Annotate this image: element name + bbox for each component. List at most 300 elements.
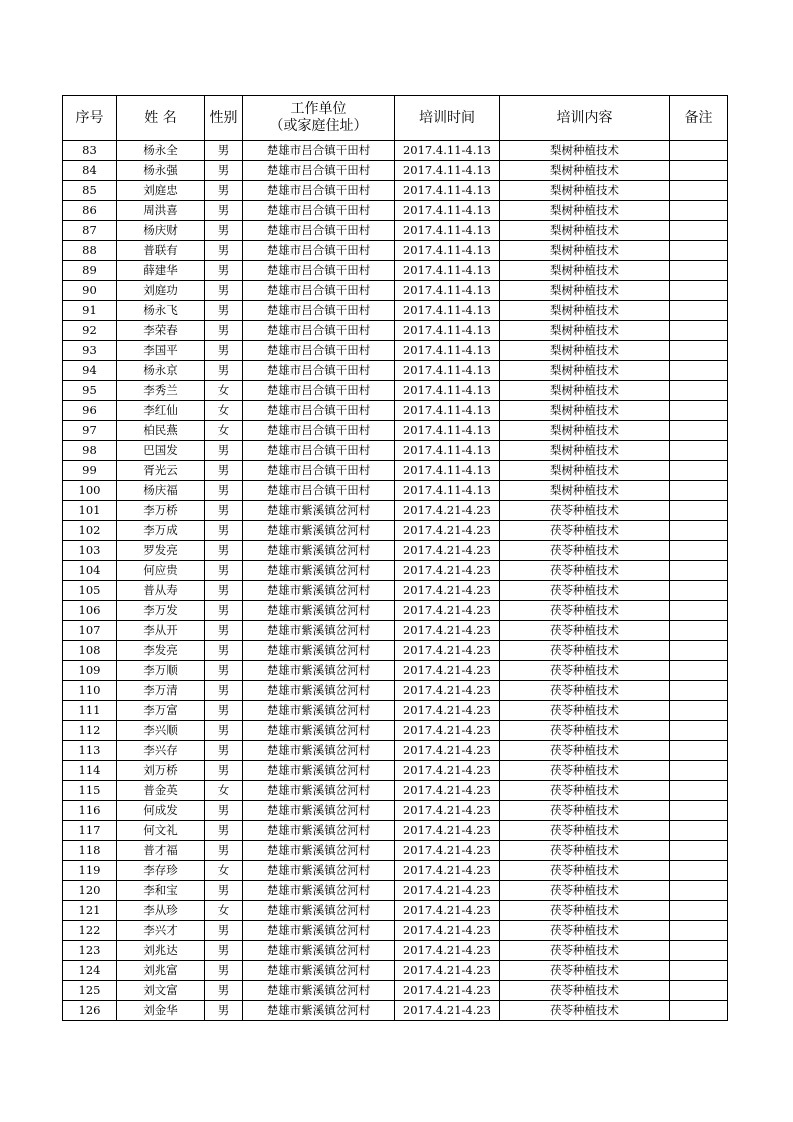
- cell-date: 2017.4.21-4.23: [395, 741, 500, 761]
- cell-remark: [670, 421, 728, 441]
- cell-gender: 男: [205, 661, 243, 681]
- cell-content: 茯苓种植技术: [500, 721, 670, 741]
- cell-date: 2017.4.21-4.23: [395, 681, 500, 701]
- table-row: [63, 801, 728, 821]
- cell-name: 薛建华: [117, 261, 205, 281]
- cell-gender: 男: [205, 361, 243, 381]
- cell-seq: 124: [63, 961, 117, 981]
- cell-gender: 男: [205, 981, 243, 1001]
- cell-name: 普从寿: [117, 581, 205, 601]
- table-row: [63, 161, 728, 181]
- cell-name: 周洪喜: [117, 201, 205, 221]
- cell-gender: 女: [205, 401, 243, 421]
- cell-unit: 楚雄市紫溪镇岔河村: [243, 721, 395, 741]
- table-row: [63, 961, 728, 981]
- cell-content: 茯苓种植技术: [500, 821, 670, 841]
- table-row: [63, 841, 728, 861]
- cell-content: 茯苓种植技术: [500, 861, 670, 881]
- cell-date: 2017.4.21-4.23: [395, 821, 500, 841]
- cell-gender: 男: [205, 181, 243, 201]
- cell-remark: [670, 521, 728, 541]
- cell-name: 李存珍: [117, 861, 205, 881]
- table-row: [63, 1001, 728, 1021]
- cell-date: 2017.4.21-4.23: [395, 501, 500, 521]
- cell-seq: 93: [63, 341, 117, 361]
- table-row: [63, 381, 728, 401]
- cell-unit: 楚雄市紫溪镇岔河村: [243, 701, 395, 721]
- cell-content: 梨树种植技术: [500, 181, 670, 201]
- cell-date: 2017.4.11-4.13: [395, 221, 500, 241]
- table-row: [63, 621, 728, 641]
- cell-content: 茯苓种植技术: [500, 561, 670, 581]
- cell-name: 刘兆富: [117, 961, 205, 981]
- table-row: [63, 201, 728, 221]
- cell-name: 普才福: [117, 841, 205, 861]
- cell-date: 2017.4.11-4.13: [395, 201, 500, 221]
- cell-content: 梨树种植技术: [500, 401, 670, 421]
- cell-remark: [670, 401, 728, 421]
- cell-gender: 男: [205, 741, 243, 761]
- cell-unit: 楚雄市吕合镇干田村: [243, 361, 395, 381]
- cell-remark: [670, 681, 728, 701]
- cell-remark: [670, 241, 728, 261]
- cell-unit: 楚雄市紫溪镇岔河村: [243, 501, 395, 521]
- cell-seq: 122: [63, 921, 117, 941]
- cell-seq: 87: [63, 221, 117, 241]
- cell-seq: 116: [63, 801, 117, 821]
- cell-name: 李万成: [117, 521, 205, 541]
- cell-name: 李兴才: [117, 921, 205, 941]
- cell-seq: 104: [63, 561, 117, 581]
- cell-seq: 83: [63, 141, 117, 161]
- cell-content: 梨树种植技术: [500, 161, 670, 181]
- cell-gender: 男: [205, 141, 243, 161]
- table-row: [63, 981, 728, 1001]
- cell-date: 2017.4.11-4.13: [395, 401, 500, 421]
- cell-content: 梨树种植技术: [500, 441, 670, 461]
- cell-seq: 91: [63, 301, 117, 321]
- cell-remark: [670, 221, 728, 241]
- cell-content: 梨树种植技术: [500, 341, 670, 361]
- cell-remark: [670, 821, 728, 841]
- cell-date: 2017.4.21-4.23: [395, 641, 500, 661]
- cell-name: 杨永强: [117, 161, 205, 181]
- cell-seq: 106: [63, 601, 117, 621]
- header-seq: 序号: [63, 96, 117, 141]
- cell-name: 胥光云: [117, 461, 205, 481]
- cell-content: 茯苓种植技术: [500, 1001, 670, 1021]
- cell-date: 2017.4.21-4.23: [395, 861, 500, 881]
- cell-remark: [670, 901, 728, 921]
- table-row: [63, 541, 728, 561]
- cell-name: 刘文富: [117, 981, 205, 1001]
- cell-content: 茯苓种植技术: [500, 741, 670, 761]
- cell-seq: 89: [63, 261, 117, 281]
- cell-seq: 115: [63, 781, 117, 801]
- cell-unit: 楚雄市紫溪镇岔河村: [243, 841, 395, 861]
- table-row: [63, 181, 728, 201]
- cell-unit: 楚雄市吕合镇干田村: [243, 201, 395, 221]
- cell-name: 李从珍: [117, 901, 205, 921]
- cell-name: 刘庭功: [117, 281, 205, 301]
- cell-remark: [670, 841, 728, 861]
- cell-unit: 楚雄市吕合镇干田村: [243, 401, 395, 421]
- table-row: [63, 781, 728, 801]
- cell-remark: [670, 641, 728, 661]
- cell-name: 杨永飞: [117, 301, 205, 321]
- table-row: [63, 601, 728, 621]
- cell-seq: 96: [63, 401, 117, 421]
- cell-content: 茯苓种植技术: [500, 841, 670, 861]
- cell-unit: 楚雄市吕合镇干田村: [243, 421, 395, 441]
- cell-remark: [670, 921, 728, 941]
- cell-seq: 126: [63, 1001, 117, 1021]
- cell-gender: 男: [205, 281, 243, 301]
- cell-remark: [670, 281, 728, 301]
- cell-content: 梨树种植技术: [500, 221, 670, 241]
- cell-remark: [670, 321, 728, 341]
- cell-gender: 男: [205, 601, 243, 621]
- cell-name: 李兴存: [117, 741, 205, 761]
- cell-remark: [670, 461, 728, 481]
- cell-gender: 男: [205, 241, 243, 261]
- cell-gender: 男: [205, 961, 243, 981]
- cell-gender: 男: [205, 441, 243, 461]
- cell-unit: 楚雄市紫溪镇岔河村: [243, 781, 395, 801]
- cell-unit: 楚雄市吕合镇干田村: [243, 141, 395, 161]
- cell-name: 何成发: [117, 801, 205, 821]
- cell-date: 2017.4.11-4.13: [395, 301, 500, 321]
- header-unit-line2: （或家庭住址）: [269, 118, 368, 134]
- cell-unit: 楚雄市紫溪镇岔河村: [243, 821, 395, 841]
- cell-gender: 男: [205, 841, 243, 861]
- cell-date: 2017.4.21-4.23: [395, 761, 500, 781]
- table-row: [63, 901, 728, 921]
- cell-date: 2017.4.21-4.23: [395, 521, 500, 541]
- cell-gender: 男: [205, 481, 243, 501]
- cell-unit: 楚雄市吕合镇干田村: [243, 221, 395, 241]
- cell-date: 2017.4.21-4.23: [395, 621, 500, 641]
- cell-name: 杨永全: [117, 141, 205, 161]
- cell-unit: 楚雄市紫溪镇岔河村: [243, 921, 395, 941]
- cell-gender: 男: [205, 201, 243, 221]
- cell-remark: [670, 801, 728, 821]
- cell-content: 茯苓种植技术: [500, 641, 670, 661]
- cell-seq: 85: [63, 181, 117, 201]
- table-body: [63, 141, 728, 1021]
- cell-gender: 男: [205, 921, 243, 941]
- cell-unit: 楚雄市紫溪镇岔河村: [243, 661, 395, 681]
- cell-unit: 楚雄市吕合镇干田村: [243, 241, 395, 261]
- cell-seq: 114: [63, 761, 117, 781]
- table-row: [63, 141, 728, 161]
- cell-gender: 男: [205, 301, 243, 321]
- cell-remark: [670, 181, 728, 201]
- cell-date: 2017.4.21-4.23: [395, 881, 500, 901]
- cell-content: 梨树种植技术: [500, 481, 670, 501]
- cell-name: 杨庆福: [117, 481, 205, 501]
- cell-content: 梨树种植技术: [500, 421, 670, 441]
- cell-seq: 111: [63, 701, 117, 721]
- cell-seq: 125: [63, 981, 117, 1001]
- table-row: [63, 681, 728, 701]
- cell-content: 梨树种植技术: [500, 361, 670, 381]
- cell-name: 李和宝: [117, 881, 205, 901]
- cell-content: 茯苓种植技术: [500, 681, 670, 701]
- cell-remark: [670, 661, 728, 681]
- cell-date: 2017.4.11-4.13: [395, 241, 500, 261]
- header-date: 培训时间: [395, 96, 500, 141]
- cell-name: 刘金华: [117, 1001, 205, 1021]
- cell-unit: 楚雄市吕合镇干田村: [243, 281, 395, 301]
- table-row: [63, 281, 728, 301]
- cell-unit: 楚雄市紫溪镇岔河村: [243, 681, 395, 701]
- cell-unit: 楚雄市紫溪镇岔河村: [243, 641, 395, 661]
- cell-gender: 男: [205, 701, 243, 721]
- cell-name: 刘庭忠: [117, 181, 205, 201]
- cell-name: 李秀兰: [117, 381, 205, 401]
- cell-unit: 楚雄市紫溪镇岔河村: [243, 581, 395, 601]
- cell-seq: 99: [63, 461, 117, 481]
- cell-unit: 楚雄市紫溪镇岔河村: [243, 741, 395, 761]
- cell-date: 2017.4.21-4.23: [395, 581, 500, 601]
- cell-name: 杨庆财: [117, 221, 205, 241]
- table-row: [63, 261, 728, 281]
- cell-unit: 楚雄市紫溪镇岔河村: [243, 901, 395, 921]
- table-row: [63, 321, 728, 341]
- table-row: [63, 881, 728, 901]
- cell-seq: 90: [63, 281, 117, 301]
- cell-unit: 楚雄市紫溪镇岔河村: [243, 801, 395, 821]
- cell-date: 2017.4.11-4.13: [395, 141, 500, 161]
- cell-gender: 男: [205, 541, 243, 561]
- cell-content: 梨树种植技术: [500, 301, 670, 321]
- cell-unit: 楚雄市紫溪镇岔河村: [243, 561, 395, 581]
- cell-seq: 101: [63, 501, 117, 521]
- cell-name: 罗发亮: [117, 541, 205, 561]
- cell-gender: 男: [205, 461, 243, 481]
- cell-gender: 男: [205, 501, 243, 521]
- cell-seq: 100: [63, 481, 117, 501]
- cell-seq: 121: [63, 901, 117, 921]
- cell-unit: 楚雄市吕合镇干田村: [243, 341, 395, 361]
- cell-date: 2017.4.11-4.13: [395, 341, 500, 361]
- cell-unit: 楚雄市吕合镇干田村: [243, 181, 395, 201]
- cell-name: 李万富: [117, 701, 205, 721]
- cell-name: 刘兆达: [117, 941, 205, 961]
- cell-gender: 男: [205, 641, 243, 661]
- cell-date: 2017.4.11-4.13: [395, 181, 500, 201]
- cell-gender: 男: [205, 821, 243, 841]
- cell-date: 2017.4.11-4.13: [395, 421, 500, 441]
- cell-seq: 98: [63, 441, 117, 461]
- cell-gender: 男: [205, 161, 243, 181]
- cell-seq: 110: [63, 681, 117, 701]
- cell-seq: 119: [63, 861, 117, 881]
- cell-date: 2017.4.21-4.23: [395, 541, 500, 561]
- table-row: [63, 821, 728, 841]
- cell-remark: [670, 601, 728, 621]
- cell-name: 普联有: [117, 241, 205, 261]
- cell-gender: 男: [205, 341, 243, 361]
- cell-content: 梨树种植技术: [500, 281, 670, 301]
- table-row: [63, 481, 728, 501]
- cell-content: 茯苓种植技术: [500, 981, 670, 1001]
- table-row: [63, 861, 728, 881]
- cell-unit: 楚雄市紫溪镇岔河村: [243, 941, 395, 961]
- table-row: [63, 561, 728, 581]
- table-row: [63, 721, 728, 741]
- cell-date: 2017.4.21-4.23: [395, 961, 500, 981]
- cell-gender: 男: [205, 561, 243, 581]
- cell-seq: 108: [63, 641, 117, 661]
- cell-unit: 楚雄市紫溪镇岔河村: [243, 961, 395, 981]
- cell-remark: [670, 361, 728, 381]
- header-name: 姓 名: [117, 96, 205, 141]
- cell-remark: [670, 141, 728, 161]
- cell-unit: 楚雄市紫溪镇岔河村: [243, 761, 395, 781]
- cell-remark: [670, 301, 728, 321]
- cell-name: 何文礼: [117, 821, 205, 841]
- cell-date: 2017.4.21-4.23: [395, 941, 500, 961]
- cell-date: 2017.4.11-4.13: [395, 161, 500, 181]
- cell-date: 2017.4.21-4.23: [395, 661, 500, 681]
- table-row: [63, 501, 728, 521]
- cell-content: 茯苓种植技术: [500, 701, 670, 721]
- header-row: [63, 96, 728, 141]
- cell-remark: [670, 201, 728, 221]
- cell-remark: [670, 881, 728, 901]
- cell-date: 2017.4.11-4.13: [395, 261, 500, 281]
- cell-name: 李国平: [117, 341, 205, 361]
- cell-seq: 117: [63, 821, 117, 841]
- cell-unit: 楚雄市吕合镇干田村: [243, 381, 395, 401]
- cell-content: 茯苓种植技术: [500, 881, 670, 901]
- cell-remark: [670, 381, 728, 401]
- cell-name: 李万桥: [117, 501, 205, 521]
- cell-content: 茯苓种植技术: [500, 661, 670, 681]
- cell-name: 普金英: [117, 781, 205, 801]
- cell-name: 李红仙: [117, 401, 205, 421]
- cell-date: 2017.4.21-4.23: [395, 801, 500, 821]
- cell-date: 2017.4.11-4.13: [395, 281, 500, 301]
- cell-remark: [670, 341, 728, 361]
- cell-name: 杨永京: [117, 361, 205, 381]
- cell-seq: 103: [63, 541, 117, 561]
- cell-remark: [670, 161, 728, 181]
- cell-gender: 男: [205, 761, 243, 781]
- table-row: [63, 581, 728, 601]
- cell-gender: 男: [205, 581, 243, 601]
- cell-remark: [670, 501, 728, 521]
- cell-seq: 94: [63, 361, 117, 381]
- cell-content: 茯苓种植技术: [500, 961, 670, 981]
- cell-content: 梨树种植技术: [500, 201, 670, 221]
- cell-date: 2017.4.21-4.23: [395, 921, 500, 941]
- cell-remark: [670, 1001, 728, 1021]
- table-row: [63, 741, 728, 761]
- header-unit: [243, 96, 395, 141]
- cell-unit: 楚雄市吕合镇干田村: [243, 301, 395, 321]
- cell-date: 2017.4.21-4.23: [395, 981, 500, 1001]
- cell-name: 李兴顺: [117, 721, 205, 741]
- cell-date: 2017.4.21-4.23: [395, 701, 500, 721]
- cell-remark: [670, 981, 728, 1001]
- cell-content: 茯苓种植技术: [500, 581, 670, 601]
- cell-remark: [670, 761, 728, 781]
- cell-content: 茯苓种植技术: [500, 761, 670, 781]
- cell-gender: 女: [205, 781, 243, 801]
- cell-content: 茯苓种植技术: [500, 601, 670, 621]
- cell-seq: 112: [63, 721, 117, 741]
- cell-remark: [670, 701, 728, 721]
- cell-name: 巴国发: [117, 441, 205, 461]
- cell-gender: 男: [205, 1001, 243, 1021]
- cell-date: 2017.4.21-4.23: [395, 1001, 500, 1021]
- cell-date: 2017.4.21-4.23: [395, 781, 500, 801]
- cell-remark: [670, 961, 728, 981]
- cell-seq: 95: [63, 381, 117, 401]
- cell-unit: 楚雄市紫溪镇岔河村: [243, 601, 395, 621]
- cell-seq: 120: [63, 881, 117, 901]
- cell-date: 2017.4.21-4.23: [395, 721, 500, 741]
- cell-gender: 男: [205, 321, 243, 341]
- cell-date: 2017.4.11-4.13: [395, 461, 500, 481]
- cell-name: 李发亮: [117, 641, 205, 661]
- cell-content: 梨树种植技术: [500, 381, 670, 401]
- cell-content: 茯苓种植技术: [500, 541, 670, 561]
- cell-remark: [670, 481, 728, 501]
- cell-remark: [670, 541, 728, 561]
- cell-content: 梨树种植技术: [500, 141, 670, 161]
- cell-content: 梨树种植技术: [500, 321, 670, 341]
- cell-seq: 118: [63, 841, 117, 861]
- cell-unit: 楚雄市紫溪镇岔河村: [243, 541, 395, 561]
- cell-seq: 86: [63, 201, 117, 221]
- cell-unit: 楚雄市吕合镇干田村: [243, 261, 395, 281]
- cell-gender: 男: [205, 261, 243, 281]
- cell-date: 2017.4.21-4.23: [395, 601, 500, 621]
- header-gender: 性别: [205, 96, 243, 141]
- cell-seq: 113: [63, 741, 117, 761]
- cell-gender: 男: [205, 881, 243, 901]
- cell-content: 茯苓种植技术: [500, 521, 670, 541]
- table-row: [63, 661, 728, 681]
- table-row: [63, 941, 728, 961]
- training-roster-table: [62, 95, 728, 1021]
- cell-gender: 男: [205, 681, 243, 701]
- cell-content: 梨树种植技术: [500, 461, 670, 481]
- cell-unit: 楚雄市紫溪镇岔河村: [243, 881, 395, 901]
- table-row: [63, 421, 728, 441]
- cell-seq: 107: [63, 621, 117, 641]
- cell-remark: [670, 581, 728, 601]
- cell-seq: 109: [63, 661, 117, 681]
- cell-gender: 女: [205, 901, 243, 921]
- cell-gender: 男: [205, 801, 243, 821]
- cell-seq: 105: [63, 581, 117, 601]
- cell-content: 梨树种植技术: [500, 241, 670, 261]
- cell-seq: 97: [63, 421, 117, 441]
- cell-remark: [670, 861, 728, 881]
- cell-remark: [670, 941, 728, 961]
- table-row: [63, 461, 728, 481]
- cell-gender: 男: [205, 941, 243, 961]
- table-row: [63, 301, 728, 321]
- cell-date: 2017.4.21-4.23: [395, 561, 500, 581]
- cell-remark: [670, 741, 728, 761]
- cell-gender: 男: [205, 221, 243, 241]
